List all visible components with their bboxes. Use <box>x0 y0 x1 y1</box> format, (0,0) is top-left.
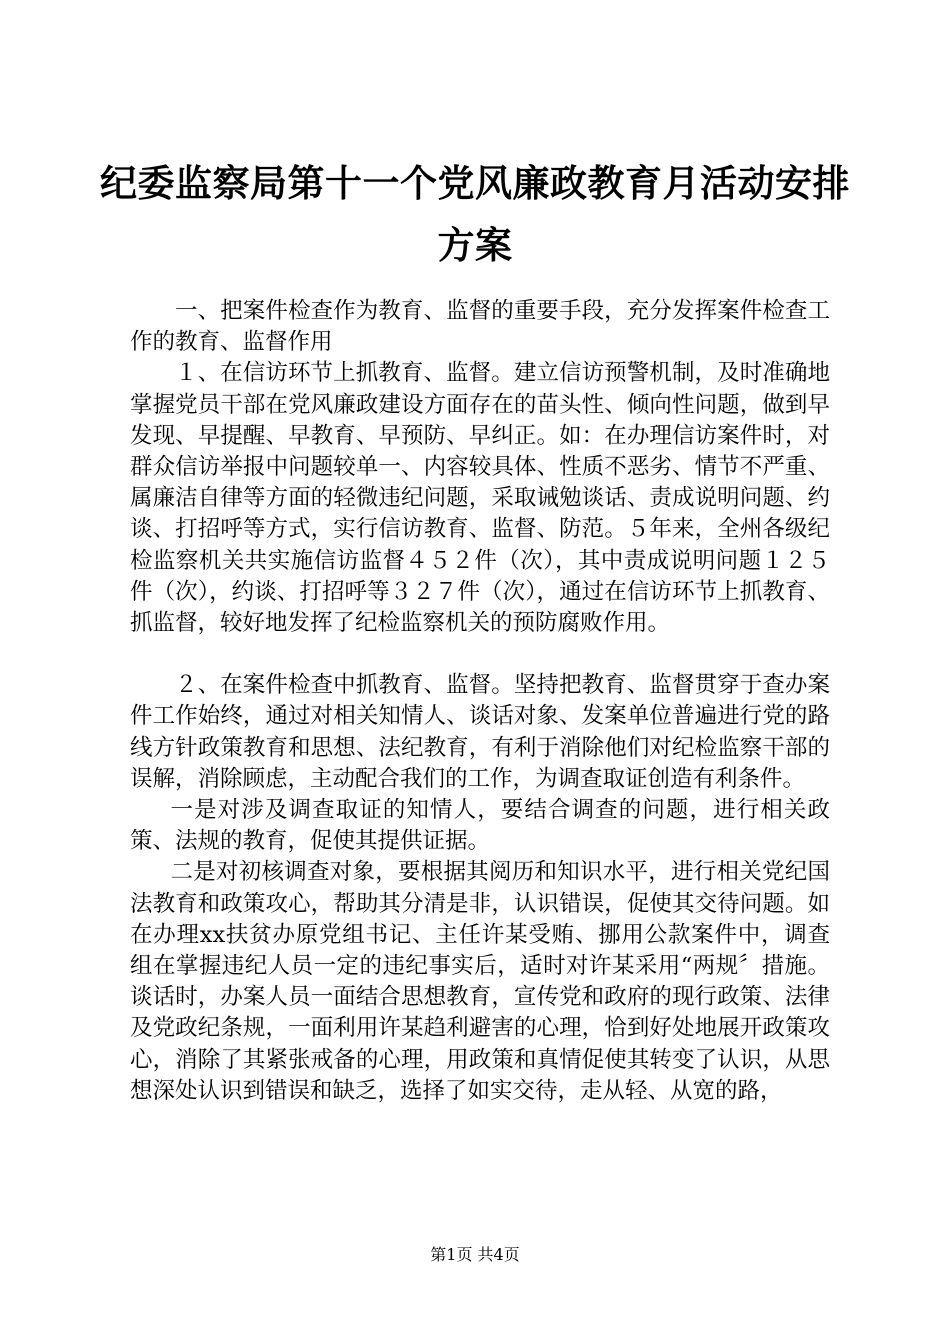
paragraph-item-1: １、在信访环节上抓教育、监督。建立信访预警机制，及时准确地掌握党员干部在党风廉政建设方面存在的苗头性、倾向性问题，做到早发现、早提醒、早教育、早预防、早纠正。如：在办理信访案件时，对群众信访举报中问题较单一、内容较具体、性质不恶劣、情节不严重、属廉洁自律等方面的轻微违纪问题，采取诫勉谈话、责成说明问题、约谈、打招呼等方式，实行信访教育、监督、防范。５年来，全州各级纪检监察机关共实施信访监督４５２件（次），其中责成说明问题１２５件（次），约谈、打招呼等３２７件（次），通过在信访环节上抓教育、抓监督，较好地发挥了纪检监察机关的预防腐败作用。 <box>130 360 830 637</box>
paragraph-first-point: 一是对涉及调查取证的知情人，要结合调查的问题，进行相关政策、法规的教育，促使其提供证据。 <box>130 797 830 855</box>
document-body <box>130 296 830 1107</box>
paragraph-item-2: ２、在案件检查中抓教育、监督。坚持把教育、监督贯穿于查办案件工作始终，通过对相关知情人、谈话对象、发案单位普遍进行党的路线方针政策教育和思想、法纪教育，有利于消除他们对纪检监察干部的误解，消除顾虑，主动配合我们的工作，为调查取证创造有利条件。 <box>130 672 830 792</box>
document-title: 纪委监察局第十一个党风廉政教育月活动安排方案 <box>100 161 850 267</box>
page-footer: 第1页 共4页 <box>430 1245 520 1264</box>
section-heading: 一、把案件检查作为教育、监督的重要手段，充分发挥案件检查工作的教育、监督作用 <box>130 298 830 356</box>
paragraph-second-point: 二是对初核调查对象，要根据其阅历和知识水平，进行相关党纪国法教育和政策攻心，帮助其分清是非，认识错误，促使其交待问题。如在办理xx扶贫办原党组书记、主任许某受贿、挪用公款案件中，调查组在掌握违纪人员一定的违纪事实后，适时对许某采用“两规〞措施。谈话时，办案人员一面结合思想教育，宣传党和政府的现行政策、法律及党政纪条规，一面利用许某趋利避害的心理，恰到好处地展开政策攻心，消除了其紧张戒备的心理，用政策和真情促使其转变了认识，从思想深处认识到错误和缺乏，选择了如实交待，走从轻、从宽的路， <box>130 859 830 1104</box>
